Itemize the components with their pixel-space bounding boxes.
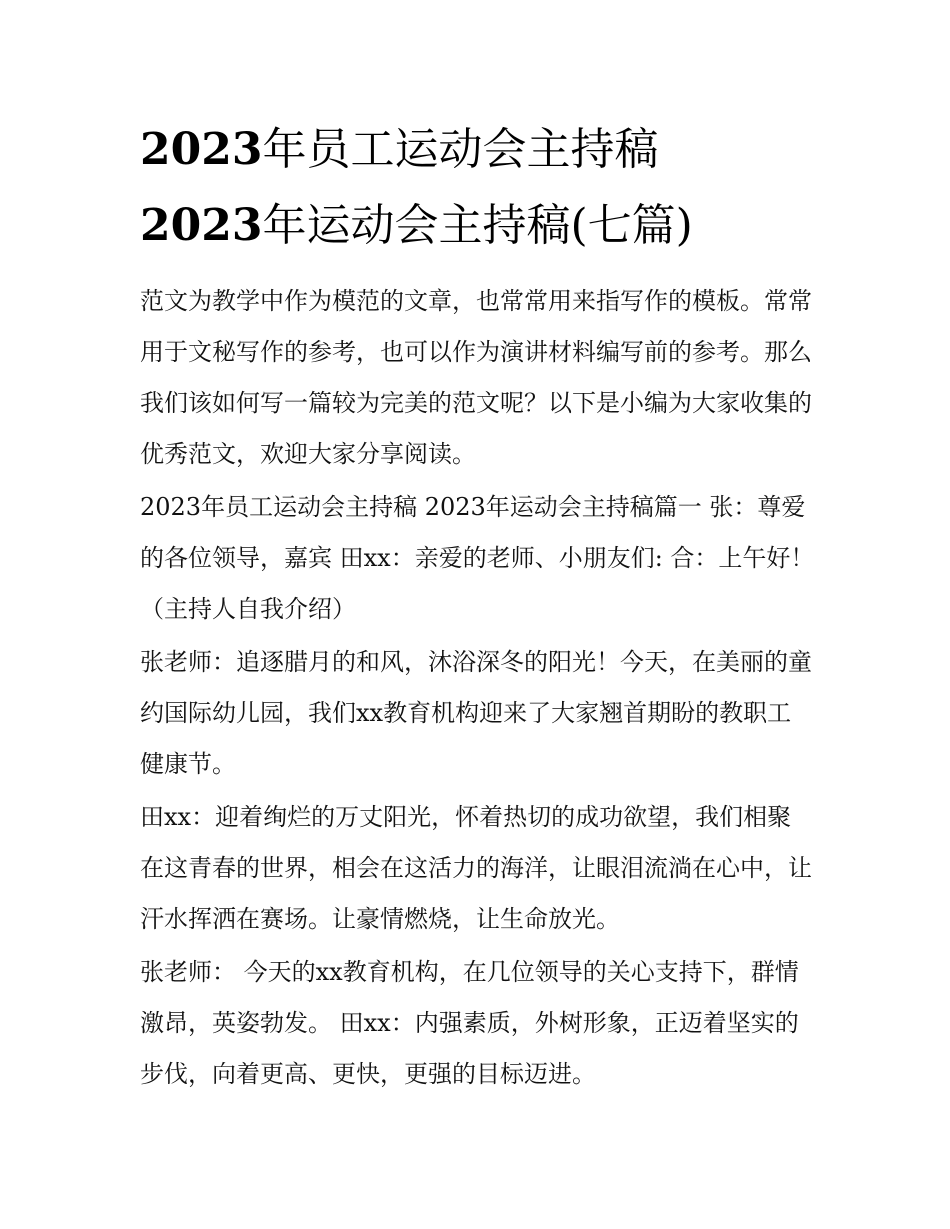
document-body <box>140 276 815 1100</box>
paragraph-zhang-1: 张老师：追逐腊月的和风，沐浴深冬的阳光！今天，在美丽的童约国际幼儿园，我们xx教育机构迎来了大家翘首期盼的教职工健康节。 <box>140 648 812 778</box>
document-content <box>140 112 815 1102</box>
paragraph-tian-1: 田xx：迎着绚烂的万丈阳光，怀着热切的成功欲望，我们相聚在这青春的世界，相会在这活力的海洋，让眼泪流淌在心中，让汗水挥洒在赛场。让豪情燃烧，让生命放光。 <box>140 803 812 933</box>
document-title-line2 <box>140 188 815 264</box>
paragraph-intro: 范文为教学中作为模范的文章，也常常用来指写作的模板。常常用于文秘写作的参考，也可以作为演讲材料编写前的参考。那么我们该如何写一篇较为完美的范文呢？以下是小编为大家收集的优秀范文，欢迎大家分享阅读。 <box>140 287 812 468</box>
document-title-line1 <box>140 112 815 188</box>
title-line2-year: 2023 <box>140 200 263 251</box>
paragraph-opening: 2023年员工运动会主持稿 2023年运动会主持稿篇一 张：尊爱的各位领导，嘉宾 田xx：亲爱的老师、小朋友们: 合：上午好！（主持人自我介绍） <box>140 493 815 623</box>
paragraph-zhang-2: 张老师： 今天的xx教育机构，在几位领导的关心支持下，群情激昂，英姿勃发。 田xx：内强素质，外树形象，正迈着坚实的步伐，向着更高、更快，更强的目标迈进。 <box>140 958 799 1088</box>
title-line1-year: 2023 <box>140 124 263 175</box>
title-line2-text: 年运动会主持稿(七篇) <box>262 200 693 251</box>
title-line1-text: 年员工运动会主持稿 <box>262 124 659 175</box>
